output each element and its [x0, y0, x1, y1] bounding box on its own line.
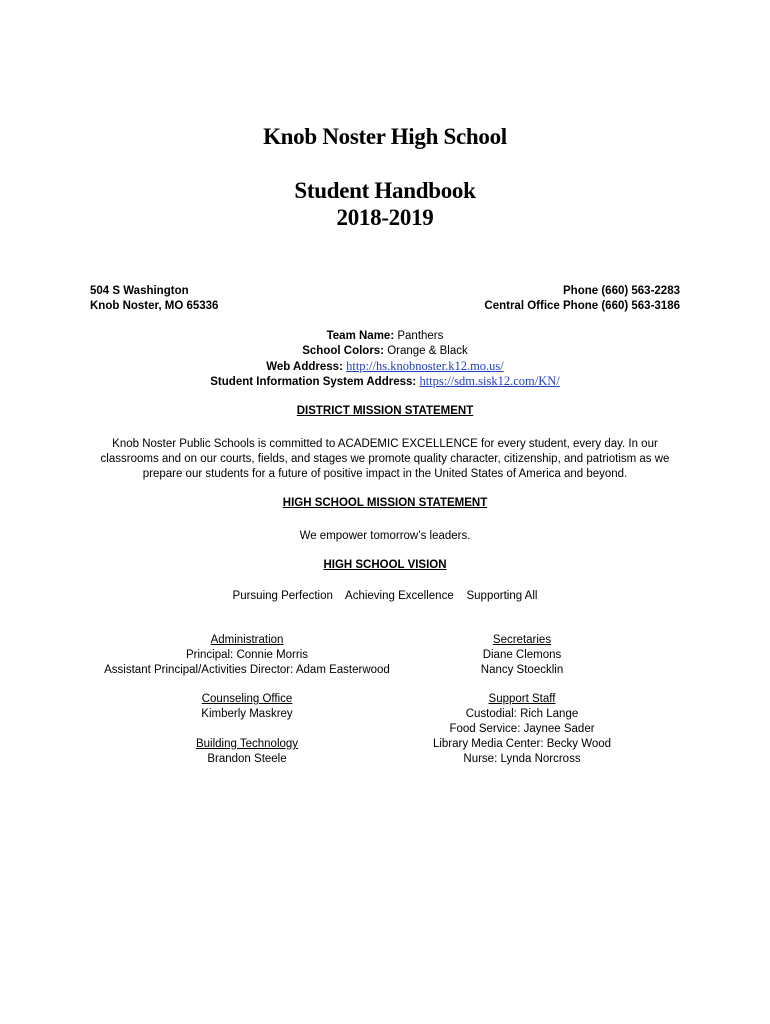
sis-address-label: Student Information System Address:: [210, 376, 417, 388]
hs-mission-text: We empower tomorrow’s leaders.: [299, 530, 471, 542]
secretary-line-1: Diane Clemons: [482, 649, 562, 661]
handbook-title: Student Handbook: [294, 178, 476, 203]
food-service-line: Food Service: Jaynee Sader: [449, 723, 595, 735]
address-street: 504 S Washington: [90, 285, 189, 297]
hs-mission-heading: HIGH SCHOOL MISSION STATEMENT: [282, 497, 488, 509]
support-staff-heading: Support Staff: [488, 693, 556, 705]
support-staff-section: [422, 692, 622, 767]
central-office-phone: Central Office Phone (660) 563-3186: [484, 300, 680, 312]
web-address-line: [0, 359, 770, 375]
web-address-label: Web Address:: [266, 361, 343, 373]
school-colors-value: Orange & Black: [384, 345, 468, 357]
district-mission-heading: DISTRICT MISSION STATEMENT: [296, 405, 474, 417]
secretary-line-2: Nancy Stoecklin: [480, 664, 564, 676]
web-address-link[interactable]: http://hs.knobnoster.k12.mo.us/: [346, 359, 504, 373]
school-colors-line: [0, 344, 770, 359]
technology-heading: Building Technology: [195, 738, 299, 750]
team-name-label: Team Name:: [326, 330, 395, 342]
handbook-year: 2018-2019: [336, 205, 434, 230]
principal-line: Principal: Connie Morris: [185, 649, 309, 661]
technology-section: [97, 737, 397, 767]
hs-vision-text: Pursuing Perfection Achieving Excellence Supporting All: [232, 590, 538, 602]
nurse-line: Nurse: Lynda Norcross: [463, 753, 581, 765]
team-name-value: Panthers: [394, 330, 444, 342]
counseling-section: [97, 692, 397, 722]
counselor-line: Kimberly Maskrey: [201, 708, 293, 720]
custodial-line: Custodial: Rich Lange: [465, 708, 579, 720]
address-city: Knob Noster, MO 65336: [90, 300, 219, 312]
technology-line: Brandon Steele: [207, 753, 287, 765]
secretaries-section: [422, 633, 622, 678]
library-line: Library Media Center: Becky Wood: [432, 738, 612, 750]
phone-number: Phone (660) 563-2283: [563, 285, 680, 297]
assistant-principal-line: Assistant Principal/Activities Director: Adam Easterwood: [104, 664, 390, 676]
district-mission-text: Knob Noster Public Schools is committed to ACADEMIC EXCELLENCE for every student, every day. In our classrooms and on our courts, fields, and stages we promote quality character, citizenship, and patriotism as we prepare our students for a future of positive impact in the United States of America and beyond.: [100, 438, 670, 480]
school-colors-label: School Colors:: [302, 345, 385, 357]
counseling-heading: Counseling Office: [201, 693, 293, 705]
secretaries-heading: Secretaries: [492, 634, 552, 646]
school-title: Knob Noster High School: [263, 124, 507, 149]
sis-address-line: [0, 374, 770, 390]
hs-vision-heading: HIGH SCHOOL VISION: [323, 559, 447, 571]
team-name-line: [0, 329, 770, 344]
administration-heading: Administration: [210, 634, 284, 646]
administration-section: [97, 633, 397, 678]
sis-address-link[interactable]: https://sdm.sisk12.com/KN/: [419, 374, 560, 388]
